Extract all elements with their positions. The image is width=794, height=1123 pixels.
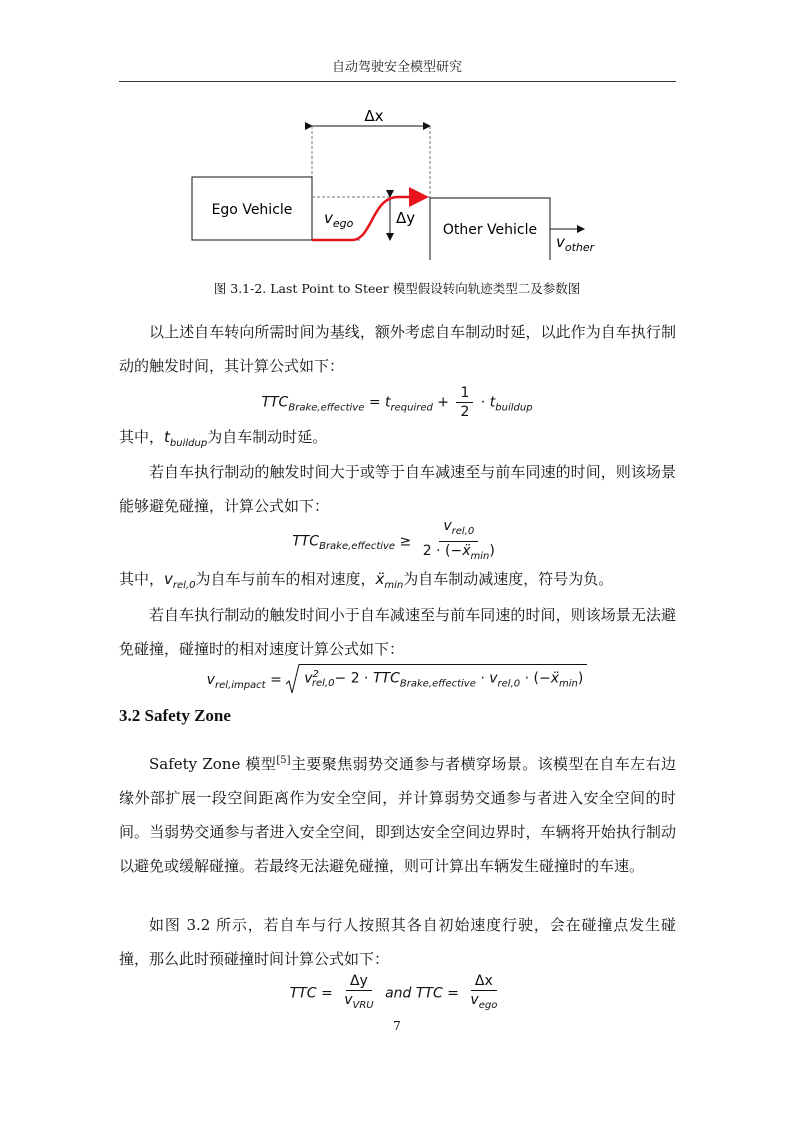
running-header: 自动驾驶安全模型研究 xyxy=(331,60,462,75)
equation-3: $v_{rel,impact}$ = $v^2_{rel,0}- 2 \cdot TTC_{Brake,effective} \cdot v_{rel,0}$ · (−ẍ$_{min}$) xyxy=(0,664,794,696)
paragraph-3: 若自车执行制动的触发时间大于或等于自车减速至与前车同速的时间，则该场景能够避免碰撞，计算公式如下： xyxy=(119,463,676,515)
square-root: $v^2_{rel,0}- 2 \cdot TTC_{Brake,effective} \cdot v_{rel,0}$ · (−ẍ$_{min}$) xyxy=(286,664,587,696)
ego-vehicle-label: Ego Vehicle xyxy=(211,202,293,218)
header-rule xyxy=(119,81,676,82)
equation-2: $TTC_{Brake,effective}$ ≥ $\frac{v_{rel,0}}{2 \cdot (-ẍ_{min})}$ xyxy=(292,518,495,562)
equation-4: TTC = $\frac{\Delta y}{v_{VRU}}$ and TTC = $\frac{\Delta x}{v_{ego}}$ xyxy=(289,973,498,1011)
v-other-label: $v_{other}$ xyxy=(556,233,595,254)
trajectory-figure xyxy=(0,100,794,260)
equation-1: $TTC_{Brake,effective} = t_{required}$ + $\frac{1}{2}$ · $t_{buildup}$ xyxy=(261,385,533,420)
v-ego-label: $v_{ego}$ xyxy=(324,209,354,230)
radical-sign-icon xyxy=(286,664,300,696)
paragraph-1: 以上述自车转向所需时间为基线，额外考虑自车制动时延，以此作为自车执行制动的触发时间，其计算公式如下： xyxy=(119,323,676,375)
paragraph-7: 如图 3.2 所示，若自车与行人按照其各自初始速度行驶，会在碰撞点发生碰撞，那么此时预碰撞时间计算公式如下： xyxy=(119,916,676,968)
paragraph-6: Safety Zone 模型[5]主要聚焦弱势交通参与者横穿场景。该模型在自车左右边缘外部扩展一段空间距离作为安全空间，并计算弱势交通参与者进入安全空间的时间。当弱势交通参与者进入安全空间，即到达安全空间边界时，车辆将开始执行制动以避免或缓解碰撞。若最终无法避免碰撞，则可计算出车辆发生碰撞时的车速。 xyxy=(119,755,676,875)
section-title: 3.2 Safety Zone xyxy=(119,706,231,725)
page-number: 7 xyxy=(393,1019,401,1033)
delta-x-label: Δx xyxy=(364,107,384,125)
figure-caption: 图 3.1-2. Last Point to Steer 模型假设转向轨迹类型二及参数图 xyxy=(213,281,581,296)
paragraph-5: 若自车执行制动的触发时间小于自车减速至与前车同速的时间，则该场景无法避免碰撞，碰撞时的相对速度计算公式如下： xyxy=(119,606,676,658)
other-vehicle-label: Other Vehicle xyxy=(442,222,538,238)
paragraph-2: 其中，$t_{buildup}$为自车制动时延。 xyxy=(119,428,328,449)
delta-y-label: Δy xyxy=(396,209,416,227)
trajectory-diagram xyxy=(0,100,794,260)
paragraph-4: 其中，$v_{rel,0}$为自车与前车的相对速度，ẍ$_{min}$为自车制动减速度，符号为负。 xyxy=(119,570,614,591)
